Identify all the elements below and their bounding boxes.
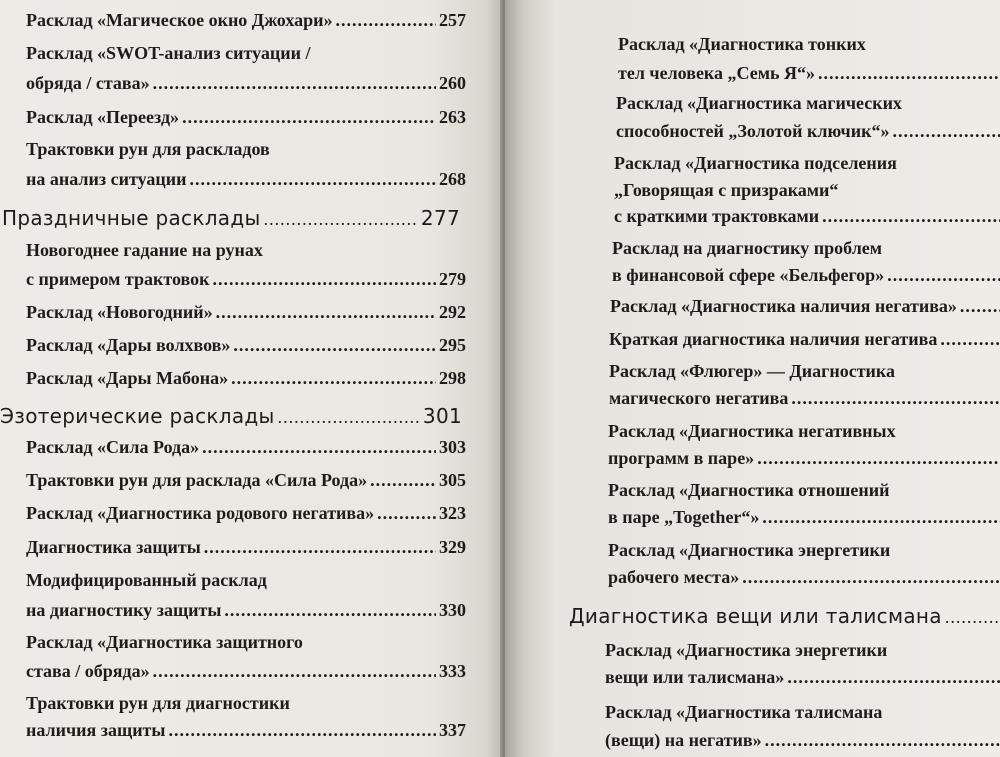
toc-entry-title: става / обряда» — [26, 661, 150, 681]
toc-entry — [26, 470, 466, 491]
toc-leader — [264, 209, 418, 230]
toc-leader — [189, 169, 436, 190]
toc-entry — [605, 667, 1000, 688]
toc-entry-title: Расклад на диагностику проблем — [612, 238, 883, 258]
toc-entry — [26, 600, 466, 621]
toc-page-number: 279 — [439, 269, 466, 289]
toc-entry-title: Новогоднее гадание на рунах — [26, 240, 263, 260]
toc-page-number: 301 — [422, 404, 462, 428]
section-title: Диагностика вещи или талисмана — [569, 604, 942, 628]
toc-page-number: 303 — [439, 437, 466, 457]
toc-leader — [168, 720, 436, 741]
toc-entry-title: Трактовки рун для расклада «Сила Рода» — [26, 470, 368, 490]
toc-leader — [153, 661, 436, 682]
toc-leader — [182, 107, 436, 128]
toc-leader — [892, 121, 1000, 142]
toc-entry-title: Расклад «Сила Рода» — [26, 437, 200, 457]
toc-leader — [233, 335, 436, 356]
toc-entry — [26, 107, 466, 128]
toc-entry-title: тел человека „Семь Я“» — [618, 63, 816, 83]
toc-leader — [818, 63, 1000, 84]
toc-entry-title: Расклад «Новогодний» — [26, 302, 213, 322]
toc-leader — [791, 388, 1000, 409]
toc-entry — [609, 329, 1000, 350]
toc-leader — [960, 296, 1000, 317]
toc-page-number: 277 — [420, 206, 460, 230]
toc-entry-title: Расклад «Диагностика энергетики — [605, 640, 888, 660]
toc-leader — [765, 730, 1000, 751]
toc-entry-title: Расклад «Диагностика родового негатива» — [26, 503, 375, 523]
toc-page-number: 263 — [439, 107, 466, 127]
toc-entry-title: „Говорящая с призраками“ — [614, 180, 839, 200]
toc-entry — [605, 730, 1000, 751]
toc-entry — [26, 368, 466, 389]
toc-page-number: 323 — [439, 503, 466, 523]
toc-section-heading — [0, 404, 462, 428]
toc-leader — [204, 537, 436, 558]
toc-entry-title: Расклад «Диагностика энергетики — [608, 540, 891, 560]
toc-entry-title: Расклад «SWOT-анализ ситуации / — [26, 43, 311, 63]
toc-entry-title: Расклад «Диагностика негативных — [608, 421, 896, 441]
toc-entry-title: Расклад «Флюгер» — Диагностика — [609, 361, 896, 381]
toc-entry-title: Краткая диагностика наличия негатива — [609, 329, 938, 349]
toc-page-number: 333 — [439, 661, 466, 681]
toc-leader — [231, 368, 436, 389]
toc-leader — [213, 269, 437, 290]
toc-leader — [787, 667, 1000, 688]
toc-entry — [26, 503, 466, 524]
toc-entry — [618, 63, 1000, 84]
toc-entry — [26, 537, 466, 558]
toc-leader — [153, 73, 436, 94]
toc-entry-title: на анализ ситуации — [26, 169, 187, 189]
toc-section-heading — [569, 604, 1000, 628]
toc-page-number: 292 — [439, 302, 466, 322]
toc-entry-title: (вещи) на негатив» — [605, 730, 762, 750]
toc-entry — [609, 388, 1000, 409]
toc-page-number: 260 — [439, 73, 466, 93]
toc-leader — [224, 600, 436, 621]
toc-page-number: 257 — [439, 10, 466, 30]
toc-leader — [202, 437, 436, 458]
toc-leader — [940, 329, 1000, 350]
toc-page-number: 295 — [439, 335, 466, 355]
toc-entry-title: с краткими трактовками — [614, 206, 820, 226]
toc-entry — [26, 169, 466, 190]
toc-entry-title: обряда / става» — [26, 73, 150, 93]
toc-leader — [762, 507, 1000, 528]
toc-entry-title: Расклад «Магическое окно Джохари» — [26, 10, 333, 30]
toc-entry — [608, 567, 1000, 588]
toc-entry — [616, 121, 1000, 142]
toc-entry-title: Диагностика защиты — [26, 537, 201, 557]
toc-section-heading — [2, 206, 460, 230]
toc-entry-title: Расклад «Переезд» — [26, 107, 180, 127]
toc-entry-title: Расклад «Диагностика тонких — [618, 34, 866, 54]
toc-entry — [26, 335, 466, 356]
toc-entry — [26, 302, 466, 323]
toc-entry — [614, 206, 1000, 227]
toc-entry-title: наличия защиты — [26, 720, 166, 740]
toc-entry-title: Модифицированный расклад — [26, 570, 267, 590]
toc-entry-title: Расклад «Дары волхвов» — [26, 335, 231, 355]
toc-entry-title: Расклад «Диагностика защитного — [26, 632, 303, 652]
toc-leader — [945, 607, 1000, 628]
toc-entry-title: Расклад «Диагностика отношений — [608, 480, 890, 500]
toc-leader — [887, 265, 1000, 286]
toc-page-number: 305 — [439, 470, 466, 490]
right-page — [505, 0, 1000, 757]
toc-entry-title: Расклад «Диагностика магических — [616, 93, 902, 113]
toc-entry-title: Расклад «Диагностика подселения — [614, 153, 897, 173]
toc-page-number: 268 — [439, 169, 466, 189]
toc-entry-title: с примером трактовок — [26, 269, 210, 289]
toc-entry-title: на диагностику защиты — [26, 600, 222, 620]
toc-entry-title: способностей „Золотой ключик“» — [616, 121, 890, 141]
toc-page-number: 329 — [439, 537, 466, 557]
toc-entry-title: в паре „Together“» — [608, 507, 760, 527]
toc-entry-title: Трактовки рун для раскладов — [26, 139, 270, 159]
toc-page-number: 298 — [439, 368, 466, 388]
toc-entry — [26, 269, 466, 290]
toc-page-number: 337 — [439, 720, 466, 740]
toc-entry — [610, 296, 1000, 317]
toc-leader — [742, 567, 1000, 588]
toc-entry-title: рабочего места» — [608, 567, 740, 587]
toc-leader — [278, 407, 420, 428]
toc-leader — [377, 503, 436, 524]
toc-leader — [757, 448, 1000, 469]
section-title: Эзотерические расклады — [0, 404, 275, 428]
section-title: Праздничные расклады — [2, 206, 261, 230]
toc-entry — [26, 720, 466, 741]
toc-leader — [216, 302, 436, 323]
toc-leader — [822, 206, 1000, 227]
toc-entry-title: в финансовой сфере «Бельфегор» — [612, 265, 885, 285]
toc-entry — [26, 661, 466, 682]
toc-entry-title: программ в паре» — [608, 448, 755, 468]
toc-entry-title: Расклад «Диагностика наличия негатива» — [610, 296, 957, 316]
toc-entry — [26, 10, 466, 31]
toc-page-number: 330 — [439, 600, 466, 620]
toc-entry-title: вещи или талисмана» — [605, 667, 785, 687]
toc-entry — [612, 265, 1000, 286]
toc-entry-title: Расклад «Диагностика талисмана — [605, 702, 883, 722]
toc-entry — [608, 448, 1000, 469]
toc-entry-title: Трактовки рун для диагностики — [26, 693, 290, 713]
toc-entry-title: магического негатива — [609, 388, 789, 408]
toc-leader — [370, 470, 436, 491]
toc-leader — [336, 10, 437, 31]
toc-entry — [608, 507, 1000, 528]
toc-entry — [26, 437, 466, 458]
toc-entry-title: Расклад «Дары Мабона» — [26, 368, 229, 388]
toc-entry — [26, 73, 466, 94]
